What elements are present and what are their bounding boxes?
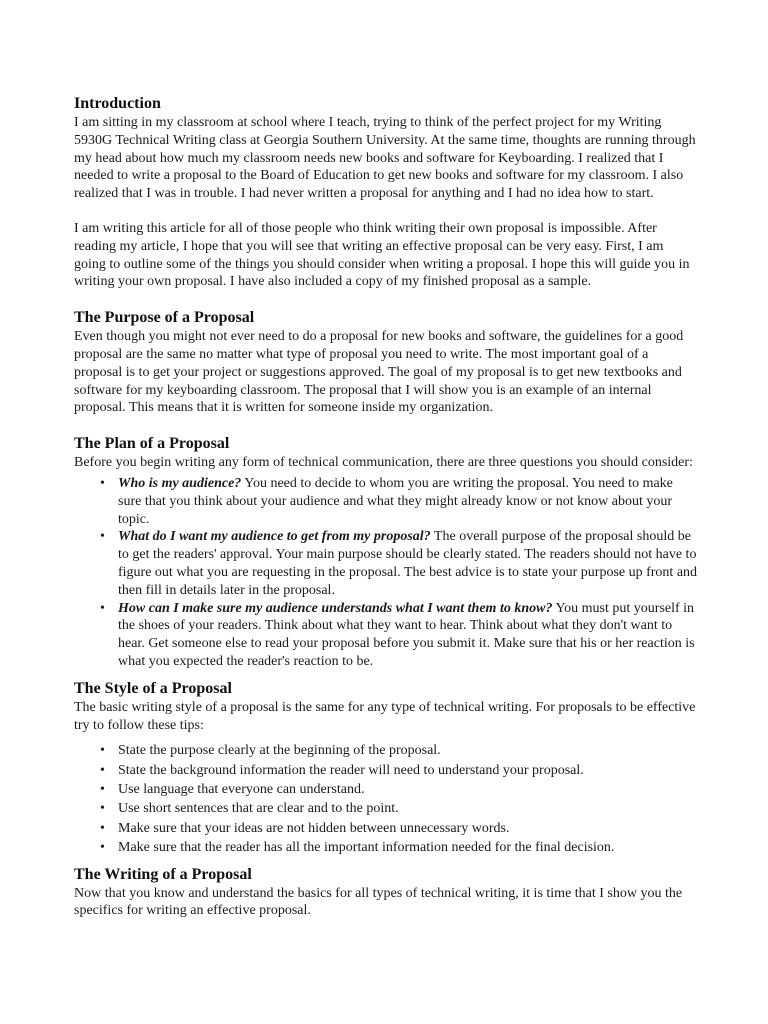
bullet-icon: • [100, 820, 105, 836]
tips-list [74, 742, 698, 856]
list-item [100, 742, 698, 760]
question-label: How can I make sure my audience understands what I want them to know? [118, 600, 553, 616]
bullet-icon: • [100, 529, 105, 545]
style-section [74, 679, 698, 857]
tip-text: State the background information the reader will need to understand your proposal. [118, 762, 584, 778]
tip-text: Use language that everyone can understand. [118, 781, 365, 797]
list-item [100, 781, 698, 799]
plan-intro: Before you begin writing any form of technical communication, there are three questions you should consider: [74, 455, 693, 471]
list-item [100, 820, 698, 838]
tip-text: Make sure that your ideas are not hidden between unnecessary words. [118, 820, 510, 836]
bullet-icon: • [100, 801, 105, 817]
bullet-icon: • [100, 743, 105, 759]
list-item [100, 600, 698, 671]
plan-section [74, 434, 698, 671]
bullet-icon: • [100, 839, 105, 855]
introduction-paragraph-2: I am writing this article for all of those people who think writing their own proposal is impossible. After reading my article, I hope that you will see that writing an effective proposal can be very easy. First, I am going to outline some of the things you should consider when writing a proposal. I hope this will guide you in writing your own proposal. I have also included a copy of my finished proposal as a sample. [74, 220, 690, 290]
bullet-icon: • [100, 781, 105, 797]
introduction-paragraph-1: I am sitting in my classroom at school where I teach, trying to think of the perfect project for my Writing 5930G Technical Writing class at Georgia Southern University. At the same time, thoughts are running through my head about how much my classroom needs new books and software for Keyboarding. I realized that I needed to write a proposal to the Board of Education to get new books and software for my classroom. I also realized that I was in trouble. I had never written a proposal for anything and I had no idea how to start. [74, 115, 696, 202]
purpose-section [74, 308, 698, 417]
style-intro: The basic writing style of a proposal is the same for any type of technical writing. For proposals to be effective try to follow these tips: [74, 699, 696, 733]
question-text: The overall purpose of the proposal should be to get the readers' approval. Your main purpose should be clearly stated. The readers should not have to figure out what you are requesting in the proposal. The best advice is to state your purpose up front and then fill in details later in the proposal. [118, 529, 698, 598]
writing-heading: The Writing of a Proposal [74, 865, 252, 883]
questions-list [74, 475, 698, 671]
list-item [100, 475, 698, 528]
tip-text: State the purpose clearly at the beginning of the proposal. [118, 743, 441, 759]
tip-text: Make sure that the reader has all the important information needed for the final decision. [118, 839, 615, 855]
list-item [100, 762, 698, 780]
question-label: Who is my audience? [118, 475, 242, 491]
question-label: What do I want my audience to get from my proposal? [118, 529, 431, 545]
purpose-paragraph: Even though you might not ever need to do a proposal for new books and software, the guidelines for a good proposal are the same no matter what type of proposal you need to write. The most important goal of a proposal is to get your project or suggestions approved. The goal of my proposal is to get new textbooks and software for my keyboarding classroom. The proposal that I will show you is an example of an internal proposal. This means that it is written for someone inside my organization. [74, 329, 684, 416]
list-item [100, 800, 698, 818]
introduction-section [74, 94, 698, 291]
question-text: You need to decide to whom you are writing the proposal. You need to make sure that you think about your audience and what they might already know or not know about your topic. [118, 475, 673, 527]
writing-paragraph: Now that you know and understand the basics for all types of technical writing, it is time that I show you the specifics for writing an effective proposal. [74, 885, 683, 919]
purpose-heading: The Purpose of a Proposal [74, 309, 255, 327]
list-item [100, 528, 698, 599]
question-text: You must put yourself in the shoes of your readers. Think about what they want to hear. Think about what they don't want to hear. Get someone else to read your proposal before you submit it. Make sure that his or her reaction is what you expected the reader's reaction to be. [118, 600, 695, 669]
style-heading: The Style of a Proposal [74, 679, 232, 697]
tip-text: Use short sentences that are clear and to the point. [118, 801, 399, 817]
bullet-icon: • [100, 762, 105, 778]
bullet-icon: • [100, 475, 105, 491]
bullet-icon: • [100, 600, 105, 616]
writing-section [74, 865, 698, 921]
plan-heading: The Plan of a Proposal [74, 435, 230, 453]
introduction-heading: Introduction [74, 95, 161, 112]
list-item [100, 839, 698, 857]
